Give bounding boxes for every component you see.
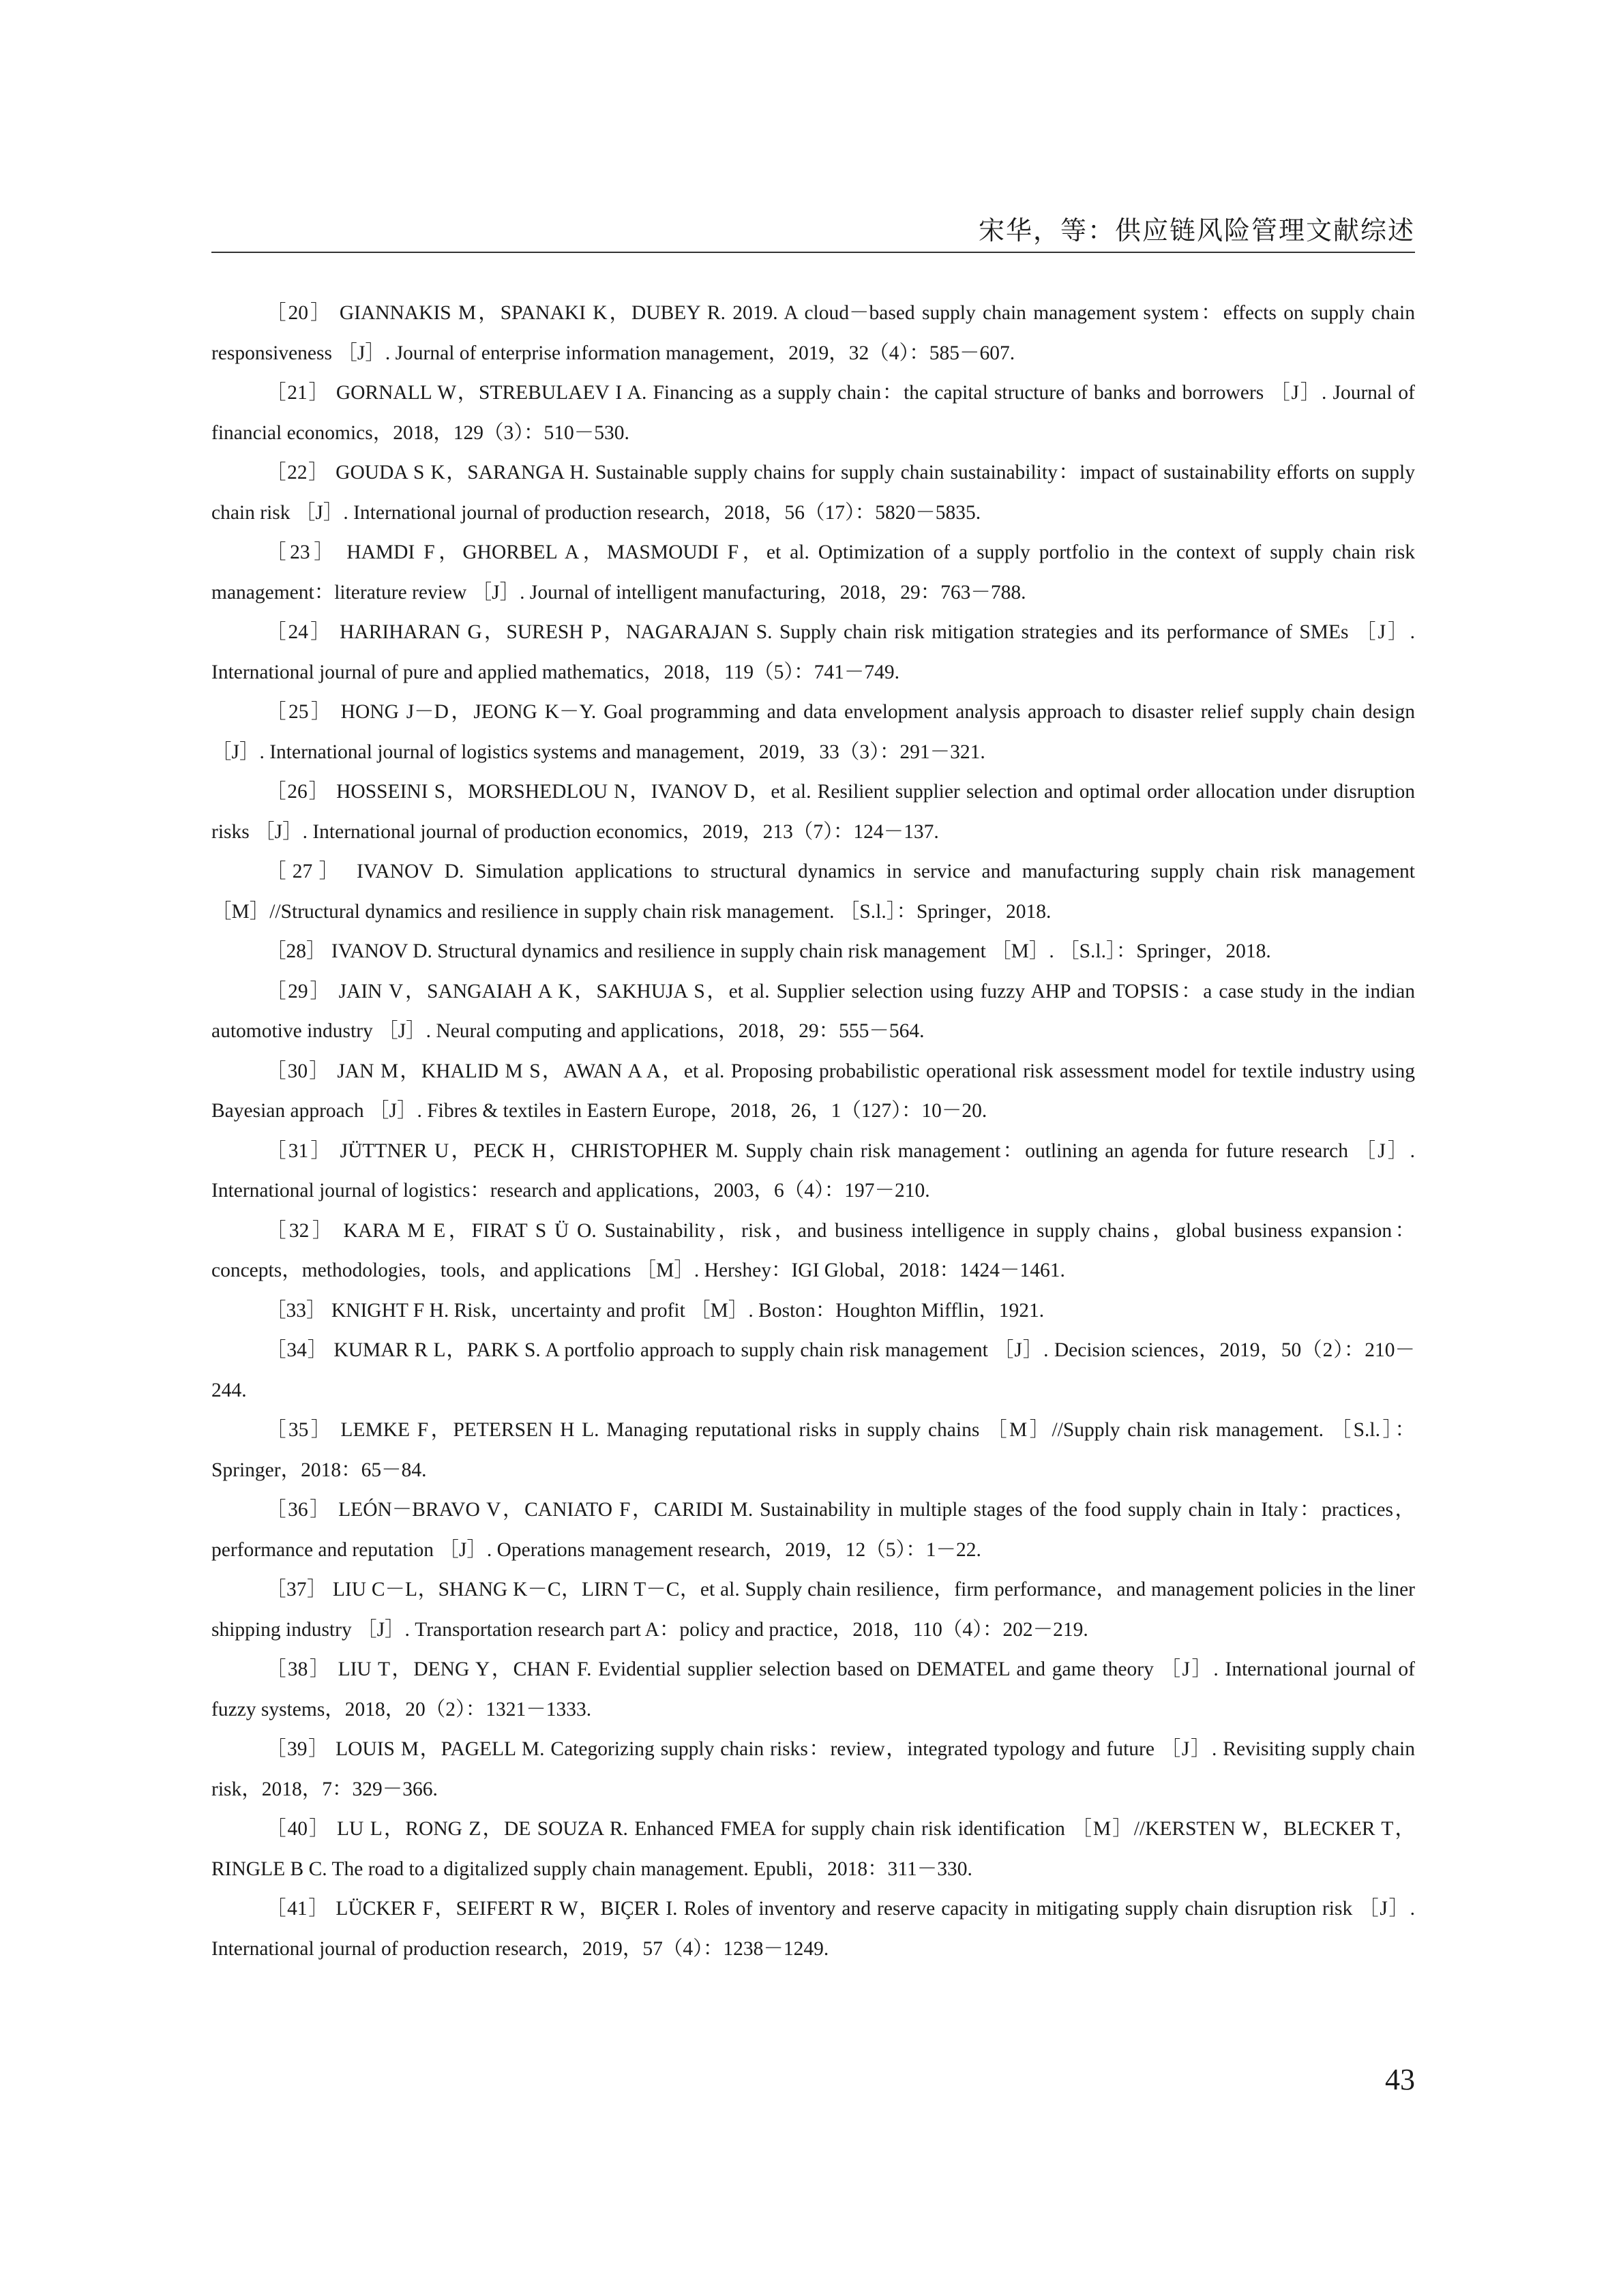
reference-item-28: ［28］ IVANOV D. Structural dynamics and resilience in supply chain risk management ［M］. ［S.l.］：Springer，2018. [266, 940, 1271, 962]
reference-item-20: ［20］ GIANNAKIS M，SPANAKI K，DUBEY R. 2019. A cloud－based supply chain management system：effects on supply chain responsiveness ［J］. Journal of enterprise information management，2019，32（4）：585－607. [211, 302, 1415, 364]
reference-item-29: ［29］ JAIN V，SANGAIAH A K，SAKHUJA S，et al. Supplier selection using fuzzy AHP and TOPSIS：a case study in the indian automotive industry ［J］. Neural computing and applications，2018，29：555－564. [211, 980, 1415, 1042]
header-divider [211, 252, 1415, 253]
running-header: 宋华，等：供应链风险管理文献综述 [978, 215, 1415, 245]
reference-item-36: ［36］ LEÓN－BRAVO V，CANIATO F，CARIDI M. Sustainability in multiple stages of the food supply chain in Italy：practices，performance and reputation ［J］. Operations management research，2019，12（5）：1－22. [211, 1499, 1415, 1561]
reference-item-35: ［35］ LEMKE F，PETERSEN H L. Managing reputational risks in supply chains ［M］//Supply chain risk management. ［S.l.］：Springer，2018：65－84. [211, 1419, 1415, 1481]
reference-item-27: ［27］ IVANOV D. Simulation applications to structural dynamics in service and manufacturing supply chain risk management ［M］//Structural dynamics and resilience in supply chain risk management. ［S.l.］：Springer，2018. [211, 861, 1415, 923]
reference-item-37: ［37］ LIU C－L，SHANG K－C，LIRN T－C，et al. Supply chain resilience，firm performance，and management policies in the liner shipping industry ［J］. Transportation research part A：policy and practice，2018，110（4）：202－219. [211, 1579, 1415, 1641]
reference-item-30: ［30］ JAN M，KHALID M S，AWAN A A，et al. Proposing probabilistic operational risk assessment model for textile industry using Bayesian approach ［J］. Fibres & textiles in Eastern Europe，2018，26，1（127）：10－20. [211, 1060, 1415, 1122]
reference-item-31: ［31］ JÜTTNER U，PECK H，CHRISTOPHER M. Supply chain risk management：outlining an agenda for future research ［J］. International journal of logistics：research and applications，2003，6（4）：197－210. [211, 1139, 1415, 1202]
reference-item-38: ［38］ LIU T，DENG Y，CHAN F. Evidential supplier selection based on DEMATEL and game theory ［J］. International journal of fuzzy systems，2018，20（2）：1321－1333. [211, 1658, 1415, 1720]
reference-item-33: ［33］ KNIGHT F H. Risk，uncertainty and profit ［M］. Boston：Houghton Mifflin，1921. [266, 1299, 1045, 1322]
reference-item-32: ［32］ KARA M E，FIRAT S Ü O. Sustainability，risk，and business intelligence in supply chains，global business expansion：concepts，methodologies，tools，and applications ［M］. Hershey：IGI Global，2018：1424－1461. [211, 1219, 1415, 1281]
reference-item-21: ［21］ GORNALL W，STREBULAEV I A. Financing as a supply chain：the capital structure of banks and borrowers ［J］. Journal of financial economics，2018，129（3）：510－530. [211, 382, 1415, 444]
reference-item-24: ［24］ HARIHARAN G，SURESH P，NAGARAJAN S. Supply chain risk mitigation strategies and its performance of SMEs ［J］. International journal of pure and applied mathematics，2018，119（5）：741－749. [211, 621, 1415, 683]
reference-item-25: ［25］ HONG J－D，JEONG K－Y. Goal programming and data envelopment analysis approach to disaster relief supply chain design ［J］. International journal of logistics systems and management，2019，33（3）：291－321. [211, 701, 1415, 763]
reference-item-26: ［26］ HOSSEINI S，MORSHEDLOU N，IVANOV D，et al. Resilient supplier selection and optimal order allocation under disruption risks ［J］. International journal of production economics，2019，213（7）：124－137. [211, 781, 1415, 843]
reference-item-34: ［34］ KUMAR R L，PARK S. A portfolio approach to supply chain risk management ［J］. Decision sciences，2019，50（2）：210－244. [211, 1339, 1415, 1401]
reference-item-41: ［41］ LÜCKER F，SEIFERT R W，BIÇER I. Roles of inventory and reserve capacity in mitigating supply chain disruption risk ［J］. International journal of production research，2019，57（4）：1238－1249. [211, 1898, 1415, 1960]
reference-item-22: ［22］ GOUDA S K，SARANGA H. Sustainable supply chains for supply chain sustainability：impact of sustainability efforts on supply chain risk ［J］. International journal of production research，2018，56（17）：5820－5835. [211, 462, 1415, 524]
reference-item-23: ［23］ HAMDI F，GHORBEL A，MASMOUDI F，et al. Optimization of a supply portfolio in the context of supply chain risk management：literature review ［J］. Journal of intelligent manufacturing，2018，29：763－788. [211, 541, 1415, 603]
reference-list [211, 293, 1415, 1969]
reference-item-40: ［40］ LU L，RONG Z，DE SOUZA R. Enhanced FMEA for supply chain risk identification ［M］//KERSTEN W，BLECKER T，RINGLE B C. The road to a digitalized supply chain management. Epubli，2018：311－330. [211, 1818, 1415, 1880]
page-number: 43 [1385, 2063, 1415, 2096]
reference-item-39: ［39］ LOUIS M，PAGELL M. Categorizing supply chain risks：review，integrated typology and future ［J］. Revisiting supply chain risk，2018，7：329－366. [211, 1738, 1415, 1800]
